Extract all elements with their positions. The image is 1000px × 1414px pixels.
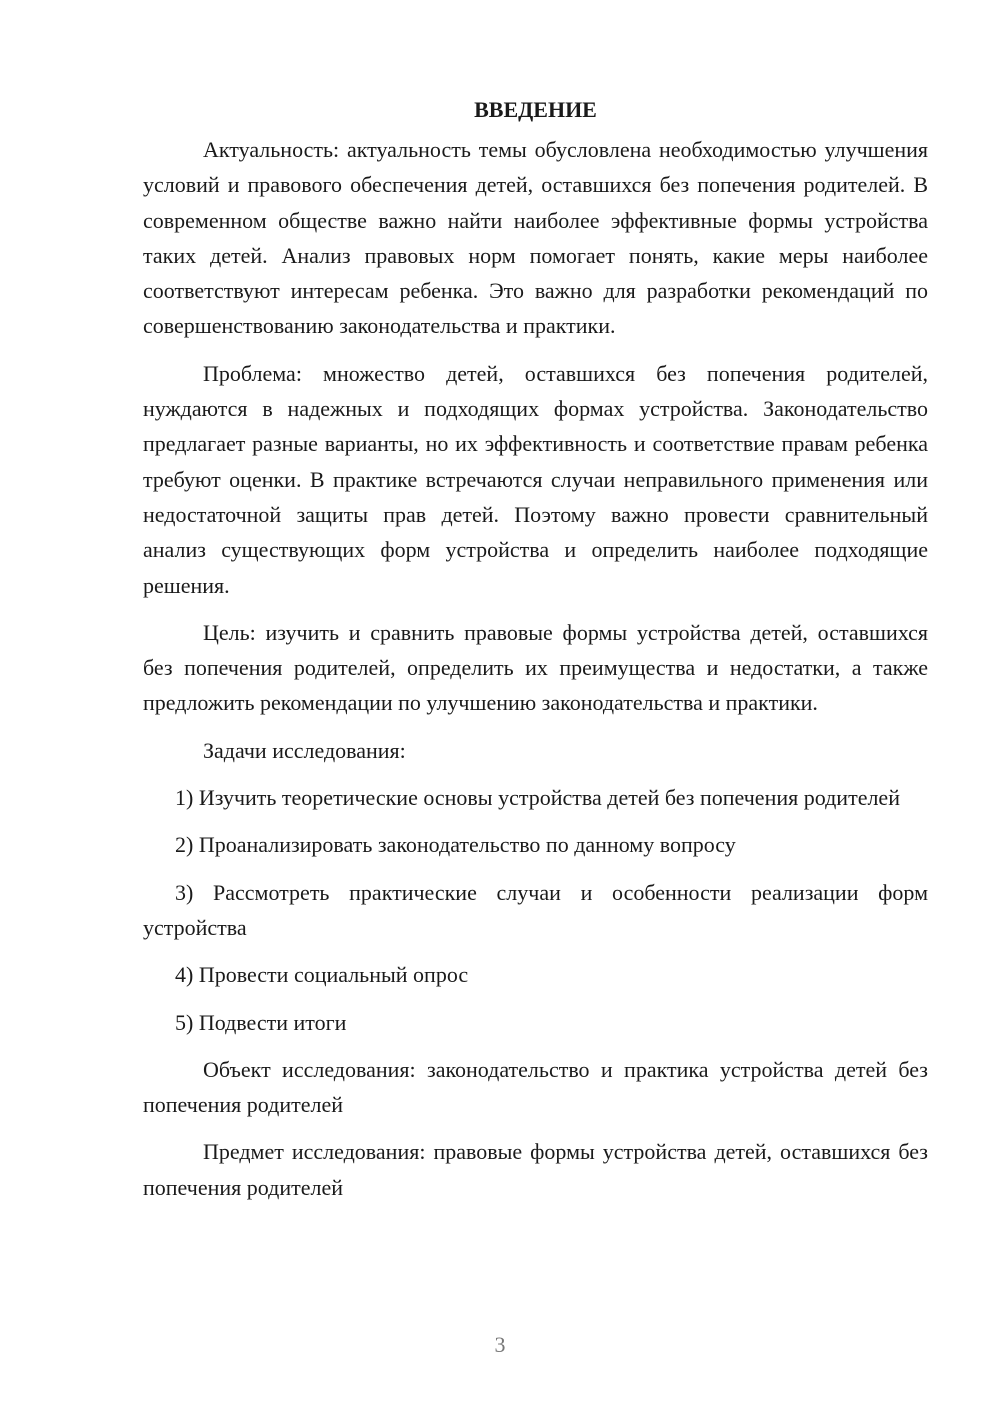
list-item: 4) Провести социальный опрос	[175, 962, 469, 988]
tasks-heading: Задачи исследования:	[203, 737, 406, 763]
list-item: 1) Изучить теоретические основы устройства детей без попечения родителей	[175, 785, 900, 811]
list-item: 3) Рассмотреть практические случаи и особенности реализации форм устройства	[143, 879, 928, 940]
section-title: ВВЕДЕНИЕ	[474, 97, 597, 122]
document-page	[143, 92, 928, 1217]
list-item: 5) Подвести итоги	[175, 1009, 347, 1035]
paragraph-subject: Предмет исследования: правовые формы устройства детей, оставшихся без попечения родителей	[143, 1139, 928, 1200]
paragraph-object: Объект исследования: законодательство и практика устройства детей без попечения родителей	[143, 1056, 928, 1118]
paragraph-goal: Цель: изучить и сравнить правовые формы устройства детей, оставшихся без попечения родителей, определить их преимущества и недостатки, а также предложить рекомендации по улучшению законодательства и практики.	[143, 619, 928, 716]
paragraph-relevance: Актуальность: актуальность темы обусловлена необходимостью улучшения условий и правового обеспечения детей, оставшихся без попечения родителей. В современном обществе важно найти наиболее эффективные формы устройства таких детей. Анализ правовых норм помогает понять, какие меры наиболее соответствуют интересам ребенка. Это важно для разработки рекомендаций по совершенствованию законодательства и практики.	[143, 137, 928, 339]
list-item: 2) Проанализировать законодательство по данному вопросу	[175, 832, 736, 858]
page-number: 3	[494, 1332, 506, 1357]
tasks-list	[143, 780, 928, 1040]
paragraph-problem: Проблема: множество детей, оставшихся без попечения родителей, нуждаются в надежных и подходящих формах устройства. Законодательство предлагает разные варианты, но их эффективность и соответствие правам ребенка требуют оценки. В практике встречаются случаи неправильного применения или недостаточной защиты прав детей. Поэтому важно провести сравнительный анализ существующих форм устройства и определить наиболее подходящие решения.	[143, 360, 928, 598]
